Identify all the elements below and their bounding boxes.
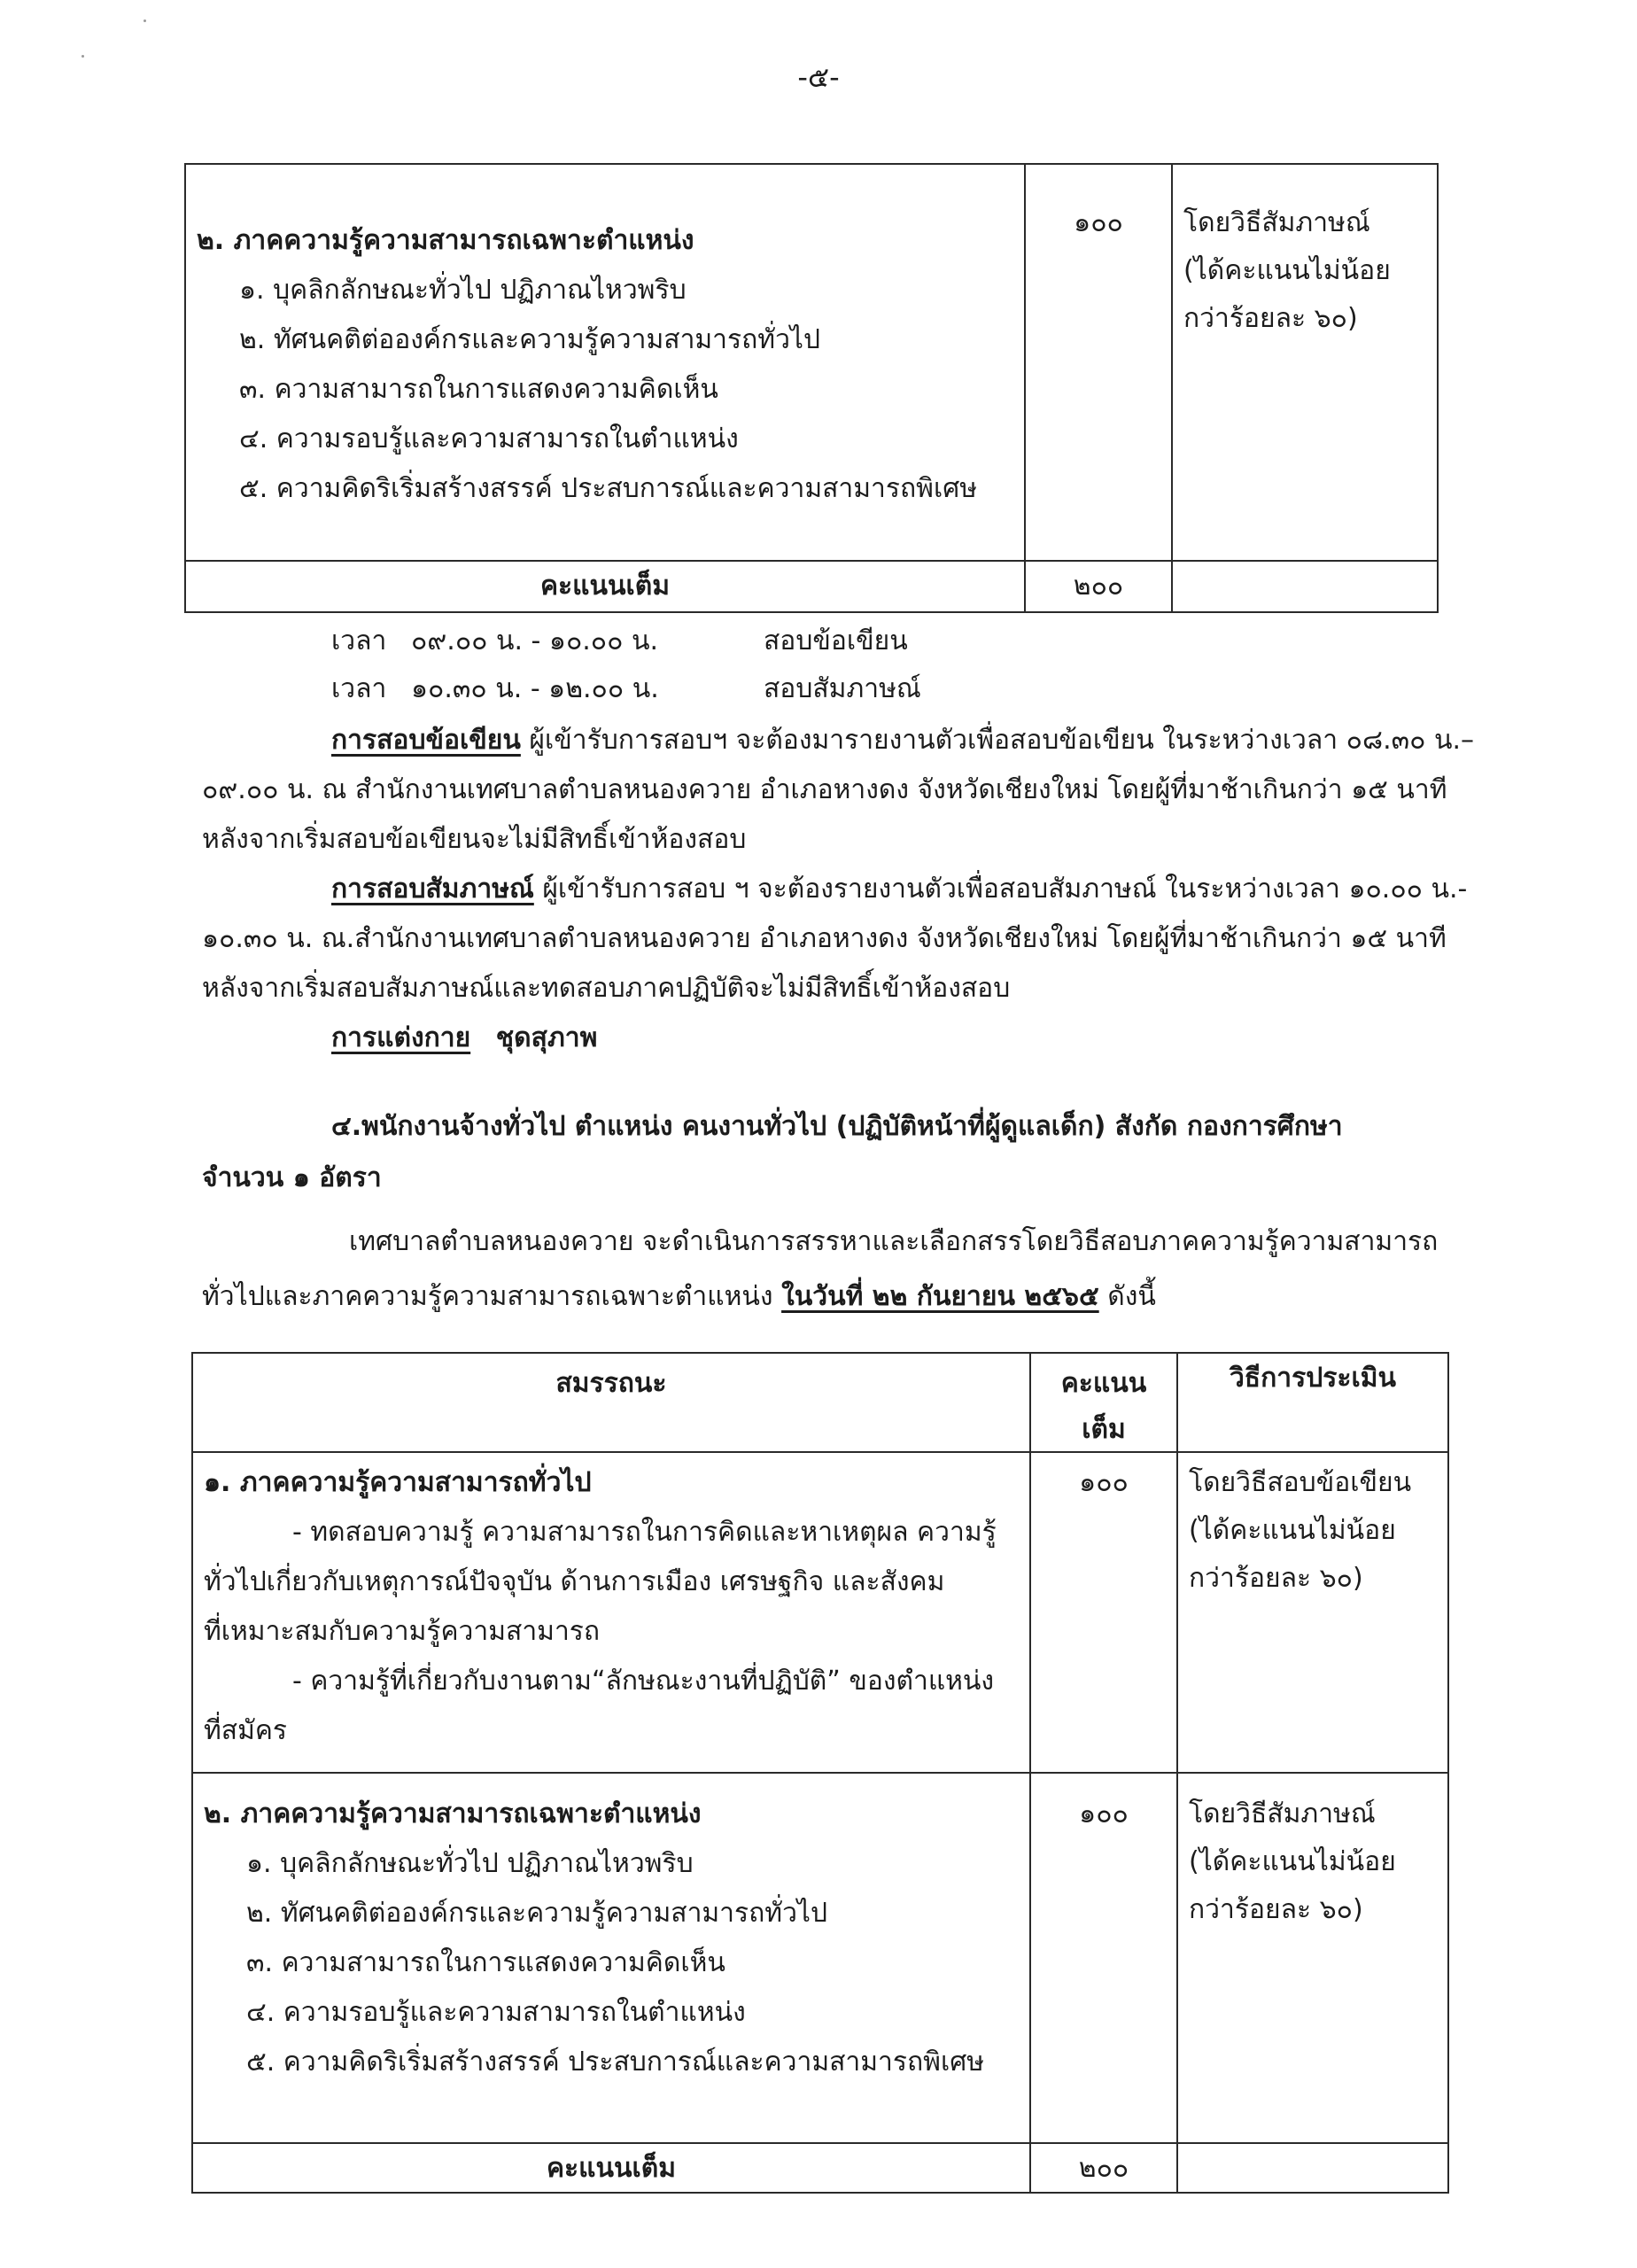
schedule-time: ๑๐.๓๐ น. - ๑๒.๐๐ น. (411, 673, 659, 704)
written-exam-paragraph (331, 723, 1474, 758)
section4-intro-line2 (202, 1279, 1156, 1315)
section4-heading: ๔.พนักงานจ้างทั่วไป ตำแหน่ง คนงานทั่วไป (ปฏิบัติหน้าที่ผู้ดูแลเด็ก) สังกัด กองการศึกษา (331, 1111, 1343, 1142)
total-row (192, 2143, 1448, 2193)
total-label-cell (185, 561, 1025, 612)
score-table-continued (184, 163, 1439, 613)
total-label: คะแนนเต็ม (546, 2153, 677, 2184)
method-line: (ได้คะแนนไม่น้อย (1189, 1846, 1396, 1877)
method-cell (1177, 1452, 1448, 1773)
section4-heading-line2: จำนวน ๑ อัตรา (202, 1162, 382, 1193)
competency-cell (192, 1452, 1030, 1773)
part2-heading: ๒. ภาคความรู้ความสามารถเฉพาะตำแหน่ง (204, 1798, 702, 1829)
total-row (185, 561, 1438, 612)
written-exam-title: การสอบข้อเขียน (331, 725, 521, 756)
list-item: ๒. ทัศนคติต่อองค์กรและความรู้ความสามารถทั่วไป (239, 324, 821, 355)
header-label: วิธีการประเมิน (1229, 1363, 1397, 1394)
header-method (1177, 1353, 1448, 1452)
schedule-activity: สอบข้อเขียน (764, 625, 908, 656)
header-label: สมรรถนะ (555, 1368, 667, 1399)
method-line: โดยวิธีสอบข้อเขียน (1189, 1467, 1412, 1498)
empty-cell (1172, 561, 1438, 612)
total-label: คะแนนเต็ม (539, 571, 671, 602)
schedule-activity: สอบสัมภาษณ์ (764, 673, 921, 704)
header-score (1030, 1353, 1177, 1452)
score-table (191, 1352, 1449, 2194)
header-label: คะแนน (1060, 1368, 1147, 1399)
score-value: ๑๐๐ (1079, 1467, 1129, 1498)
score-cell (1025, 164, 1172, 561)
interview-line: ๑๐.๓๐ น. ณ.สำนักงานเทศบาลตำบลหนองควาย อำเภอหางดง จังหวัดเชียงใหม่ โดยผู้ที่มาช้าเกินกว่า ๑๕ นาที (202, 923, 1447, 954)
method-line: กว่าร้อยละ ๖๐) (1189, 1563, 1363, 1594)
competency-cell (185, 164, 1025, 561)
header-label: เต็ม (1082, 1414, 1126, 1445)
empty-cell (1177, 2143, 1448, 2193)
method-line: โดยวิธีสัมภาษณ์ (1189, 1798, 1376, 1829)
total-score-cell (1025, 561, 1172, 612)
list-item: ๑. บุคลิกลักษณะทั่วไป ปฏิภาณไหวพริบ (246, 1848, 694, 1879)
method-line: กว่าร้อยละ ๖๐) (1189, 1894, 1363, 1925)
dress-title: การแต่งกาย (331, 1022, 471, 1053)
interview-line: หลังจากเริ่มสอบสัมภาษณ์และทดสอบภาคปฏิบัติจะไม่มีสิทธิ์เข้าห้องสอบ (202, 973, 1011, 1004)
written-exam-line: ๐๙.๐๐ น. ณ สำนักงานเทศบาลตำบลหนองควาย อำเภอหางดง จังหวัดเชียงใหม่ โดยผู้ที่มาช้าเกินกว่า ๑๕ นาที (202, 774, 1447, 805)
part1-line: ที่สมัคร (204, 1715, 288, 1746)
page-number: -๕- (797, 60, 840, 94)
interview-title: การสอบสัมภาษณ์ (331, 874, 534, 905)
method-line: โดยวิธีสัมภาษณ์ (1183, 207, 1370, 238)
part1-line: - ความรู้ที่เกี่ยวกับงานตาม“ลักษณะงานที่ปฏิบัติ” ของตำแหน่ง (292, 1666, 995, 1697)
method-cell (1172, 164, 1438, 561)
table-row (185, 164, 1438, 561)
part1-line: ที่เหมาะสมกับความรู้ความสามารถ (204, 1616, 601, 1647)
total-score: ๒๐๐ (1073, 571, 1124, 602)
method-line: กว่าร้อยละ ๖๐) (1183, 303, 1358, 334)
list-item: ๑. บุคลิกลักษณะทั่วไป ปฏิภาณไหวพริบ (239, 275, 687, 306)
method-line: (ได้คะแนนไม่น้อย (1189, 1515, 1396, 1546)
table-row (192, 1452, 1448, 1773)
score-value: ๑๐๐ (1079, 1798, 1129, 1829)
list-item: ๔. ความรอบรู้และความสามารถในตำแหน่ง (246, 1997, 746, 2028)
schedule-label: เวลา (331, 673, 387, 704)
header-competency (192, 1353, 1030, 1452)
exam-date: ในวันที่ ๒๒ กันยายน ๒๕๖๕ (781, 1281, 1099, 1312)
total-label-cell (192, 2143, 1030, 2193)
method-cell (1177, 1773, 1448, 2143)
score-value: ๑๐๐ (1074, 207, 1123, 238)
schedule-time: ๐๙.๐๐ น. - ๑๐.๐๐ น. (411, 625, 659, 656)
score-cell (1030, 1452, 1177, 1773)
list-item: ๓. ความสามารถในการแสดงความคิดเห็น (239, 374, 718, 405)
part2-heading: ๒. ภาคความรู้ความสามารถเฉพาะตำแหน่ง (197, 225, 694, 256)
score-cell (1030, 1773, 1177, 2143)
intro-end: ดังนี้ (1098, 1281, 1156, 1312)
section4-intro: เทศบาลตำบลหนองควาย จะดำเนินการสรรหาและเลือกสรรโดยวิธีสอบภาคความรู้ความสามารถ (349, 1226, 1439, 1257)
list-item: ๒. ทัศนคติต่อองค์กรและความรู้ความสามารถทั่วไป (246, 1898, 828, 1929)
dress-code (331, 1021, 597, 1056)
interview-text: ผู้เข้ารับการสอบ ฯ จะต้องรายงานตัวเพื่อสอบสัมภาษณ์ ในระหว่างเวลา ๑๐.๐๐ น.- (533, 874, 1468, 905)
part1-line: - ทดสอบความรู้ ความสามารถในการคิดและหาเหตุผล ความรู้ (292, 1517, 997, 1548)
intro-text: ทั่วไปและภาคความรู้ความสามารถเฉพาะตำแหน่ง (202, 1281, 782, 1312)
part1-line: ทั่วไปเกี่ยวกับเหตุการณ์ปัจจุบัน ด้านการเมือง เศรษฐกิจ และสังคม (204, 1566, 945, 1597)
written-exam-text: ผู้เข้ารับการสอบฯ จะต้องมารายงานตัวเพื่อสอบข้อเขียน ในระหว่างเวลา ๐๘.๓๐ น.– (520, 725, 1475, 756)
total-score: ๒๐๐ (1078, 2153, 1129, 2184)
method-line: (ได้คะแนนไม่น้อย (1183, 255, 1391, 286)
scan-speck (144, 19, 146, 22)
list-item: ๓. ความสามารถในการแสดงความคิดเห็น (246, 1947, 725, 1978)
schedule-label: เวลา (331, 625, 387, 656)
header-row (192, 1353, 1448, 1452)
interview-paragraph (331, 872, 1467, 907)
list-item: ๕. ความคิดริเริ่มสร้างสรรค์ ประสบการณ์และความสามารถพิเศษ (246, 2047, 985, 2078)
written-exam-line: หลังจากเริ่มสอบข้อเขียนจะไม่มีสิทธิ์เข้าห้องสอบ (202, 824, 747, 855)
total-score-cell (1030, 2143, 1177, 2193)
part1-heading: ๑. ภาคความรู้ความสามารถทั่วไป (204, 1467, 592, 1498)
list-item: ๔. ความรอบรู้และความสามารถในตำแหน่ง (239, 423, 739, 454)
dress-value: ชุดสุภาพ (495, 1022, 598, 1053)
table-row (192, 1773, 1448, 2143)
list-item: ๕. ความคิดริเริ่มสร้างสรรค์ ประสบการณ์และความสามารถพิเศษ (239, 473, 978, 504)
competency-cell (192, 1773, 1030, 2143)
